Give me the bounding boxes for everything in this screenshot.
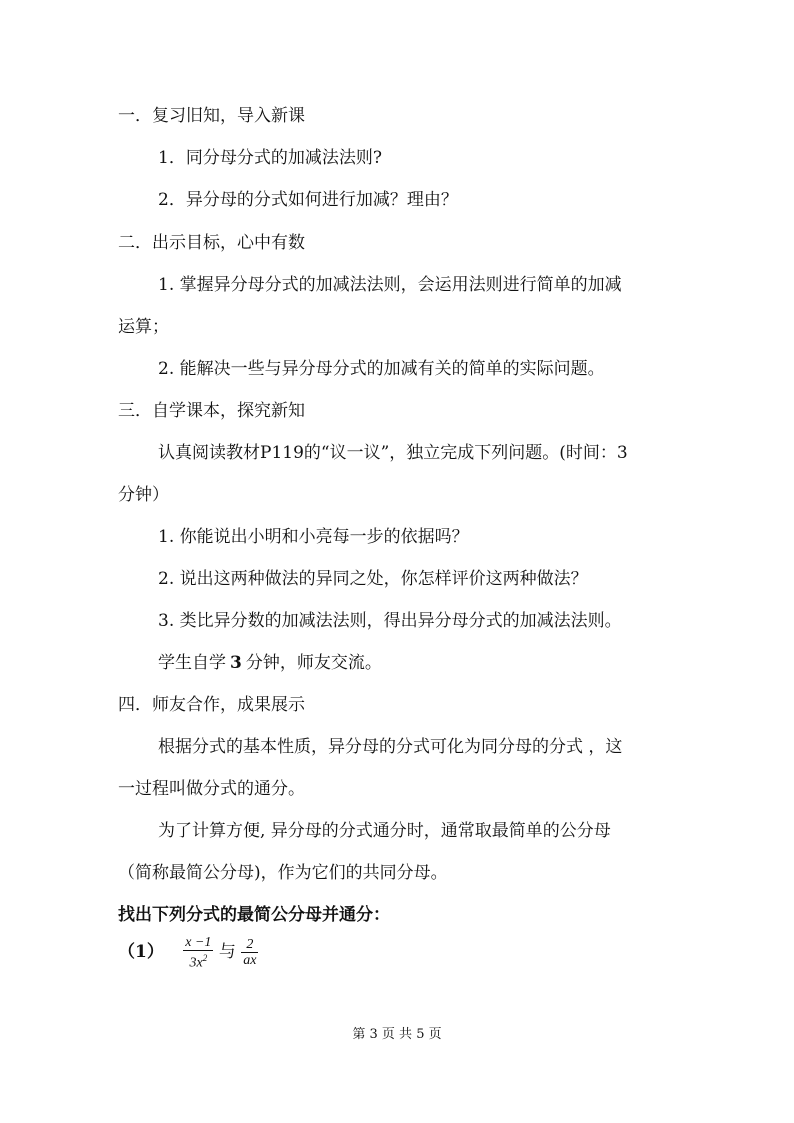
section4-para2-line2: （简称最简公分母)，作为它们的共同分母。 xyxy=(118,863,448,883)
section3-question2: 2. 说出这两种做法的异同之处，你怎样评价这两种做法？ xyxy=(158,569,588,589)
fraction-1-denominator-exponent: 2 xyxy=(202,952,208,963)
section3-note xyxy=(158,653,382,673)
section2-goal2: 2. 能解决一些与异分母分式的加减有关的简单的实际问题。 xyxy=(158,359,605,379)
example-1-fraction-1 xyxy=(183,935,213,971)
section2-heading: 二．出示目标，心中有数 xyxy=(118,233,305,253)
section4-para1-line1: 根据分式的基本性质，异分母的分式可化为同分母的分式 ，这 xyxy=(158,737,623,757)
section4-para1-line2: 一过程叫做分式的通分。 xyxy=(118,779,305,799)
section3-intro-line1: 认真阅读教材P119的“议一议”，独立完成下列问题。(时间：3 xyxy=(158,443,628,463)
section1-item2: 2．异分母的分式如何进行加减？理由？ xyxy=(158,190,458,210)
example-1-fraction-2 xyxy=(241,937,258,968)
fraction-2-denominator: ax xyxy=(243,953,257,968)
section3-note-prefix: 学生自学 xyxy=(158,653,226,673)
section3-note-suffix: 分钟，师友交流。 xyxy=(245,653,382,673)
section1-heading: 一．复习旧知，导入新课 xyxy=(118,106,305,126)
example-1-connector: 与 xyxy=(218,942,236,962)
section3-question1: 1. 你能说出小明和小亮每一步的依据吗？ xyxy=(158,527,469,547)
section3-intro-line2: 分钟） xyxy=(118,485,169,505)
section3-heading: 三．自学课本，探究新知 xyxy=(118,401,305,421)
fraction-1-denominator xyxy=(183,951,213,971)
fraction-2-numerator: 2 xyxy=(241,937,258,953)
section2-goal1-line1: 1. 掌握异分母分式的加减法法则，会运用法则进行简单的加减 xyxy=(158,275,622,295)
fraction-1-denominator-base: 3x xyxy=(189,955,203,971)
section4-para2-line1: 为了计算方便, 异分母的分式通分时，通常取最简单的公分母 xyxy=(158,821,611,841)
section1-item1: 1．同分母分式的加减法法则? xyxy=(158,148,382,168)
section3-question3: 3. 类比异分数的加减法法则，得出异分母分式的加减法法则。 xyxy=(158,611,622,631)
page-footer: 第 3 页 共 5 页 xyxy=(352,1027,442,1042)
section4-heading: 四．师友合作，成果展示 xyxy=(118,695,305,715)
section3-note-number: 3 xyxy=(230,653,242,673)
example-1-label: （1） xyxy=(118,942,164,962)
fraction-1-numerator: x −1 xyxy=(185,934,212,950)
section4-task: 找出下列分式的最简公分母并通分： xyxy=(118,905,390,925)
example-1 xyxy=(118,934,258,970)
section2-goal1-line2: 运算； xyxy=(118,317,169,337)
